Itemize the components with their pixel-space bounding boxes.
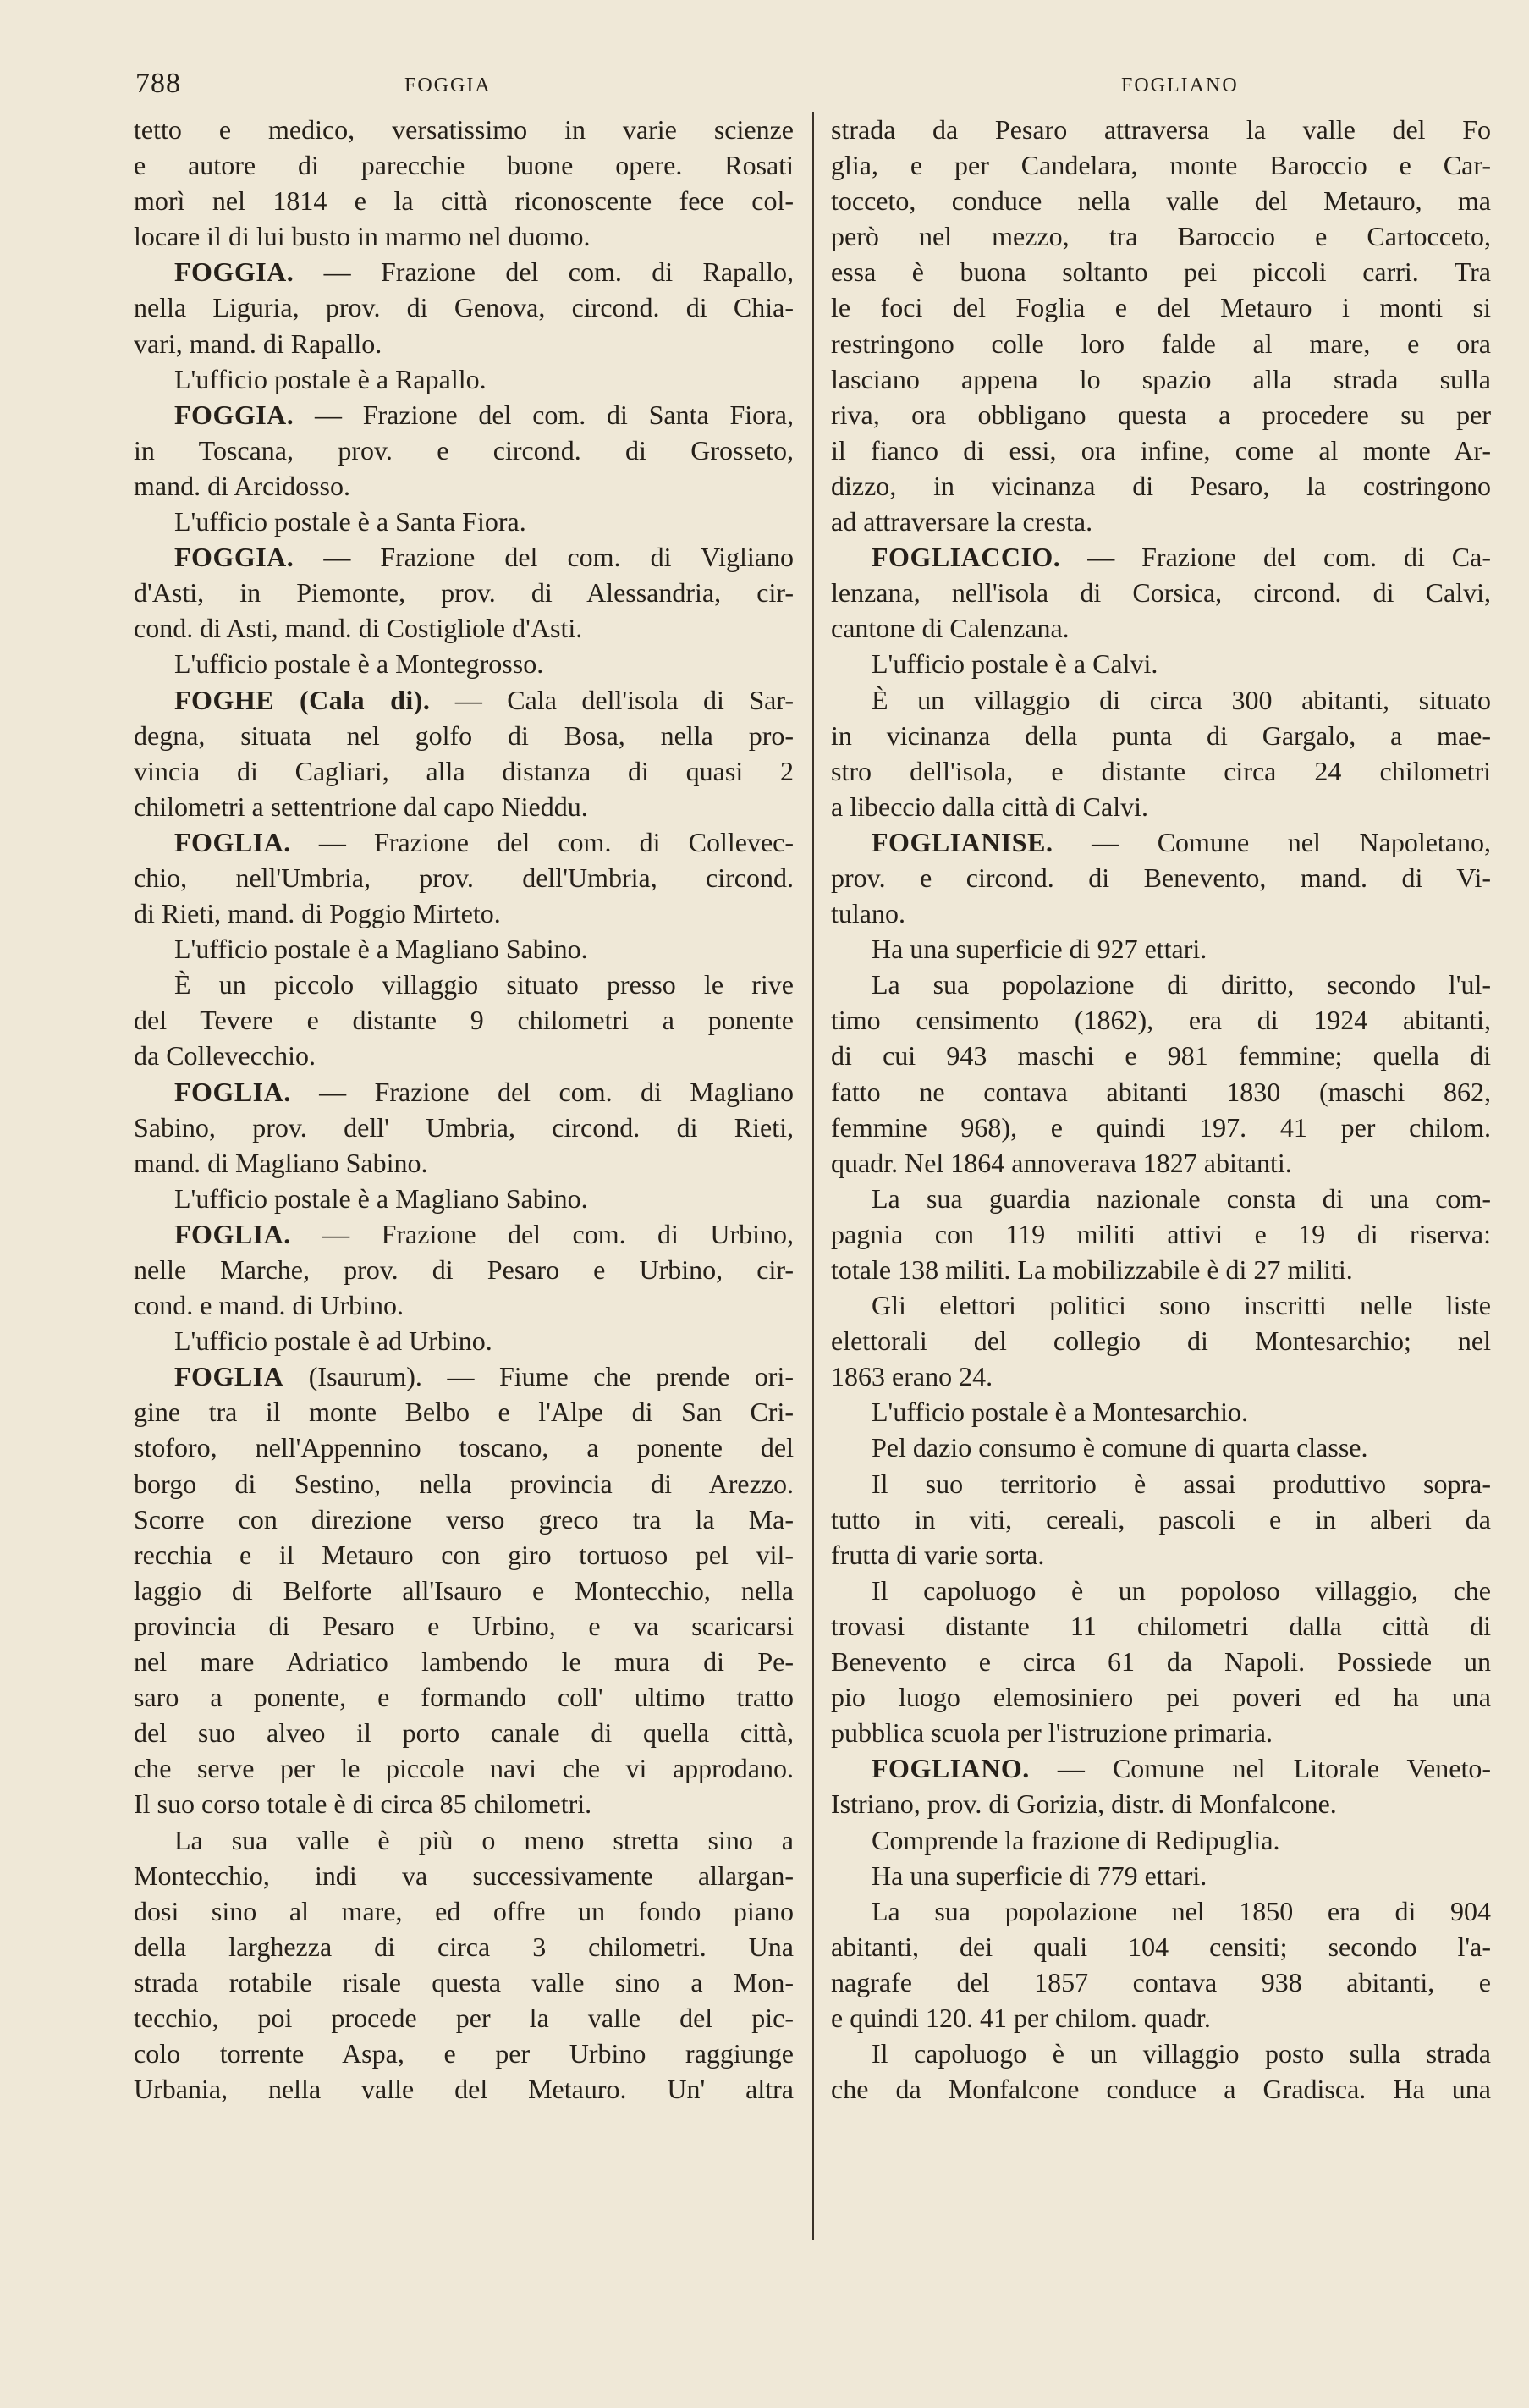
line-text: mand. di Arcidosso. xyxy=(134,470,350,501)
line-text: — Cala dell'isola di Sar- xyxy=(430,684,794,715)
text-line xyxy=(134,1216,794,1252)
line-text: — Frazione del com. di Collevec- xyxy=(290,826,794,857)
text-line xyxy=(831,1287,1491,1323)
text-line xyxy=(831,1110,1491,1145)
text-line xyxy=(134,1145,794,1181)
line-text: L'ufficio postale è a Montegrosso. xyxy=(174,648,544,680)
text-line xyxy=(831,1715,1491,1750)
line-text: strada da Pesaro attraversa la valle del Fo xyxy=(831,114,1491,145)
line-text: Il suo corso totale è di circa 85 chilometri. xyxy=(134,1788,592,1820)
text-line xyxy=(134,646,794,681)
text-line xyxy=(831,931,1491,967)
line-text: timo censimento (1862), era di 1924 abitanti, xyxy=(831,1005,1491,1036)
text-line xyxy=(134,1750,794,1786)
line-text: Gli elettori politici sono inscritti nelle liste xyxy=(872,1290,1491,1321)
text-line xyxy=(831,433,1491,468)
line-text: La sua valle è più o meno stretta sino a xyxy=(174,1824,794,1855)
text-line xyxy=(134,1608,794,1644)
text-line xyxy=(134,397,794,433)
line-text: mand. di Magliano Sabino. xyxy=(134,1147,428,1178)
line-text: Pel dazio consumo è comune di quarta classe. xyxy=(872,1432,1368,1463)
text-line xyxy=(831,326,1491,361)
line-text: frutta di varie sorta. xyxy=(831,1539,1045,1570)
text-line xyxy=(134,789,794,824)
line-text: Il capoluogo è un popoloso villaggio, che xyxy=(872,1574,1491,1606)
line-text: provincia di Pesaro e Urbino, e va scaricarsi xyxy=(134,1610,794,1641)
text-line xyxy=(134,1466,794,1502)
text-line xyxy=(831,610,1491,646)
text-line xyxy=(134,433,794,468)
line-text: stro dell'isola, e distante circa 24 chilometri xyxy=(831,755,1491,786)
line-text: recchia e il Metauro con giro tortuoso pel vil- xyxy=(134,1539,794,1570)
text-line xyxy=(831,361,1491,397)
line-text: lasciano appena lo spazio alla strada sulla xyxy=(831,363,1491,394)
text-line xyxy=(831,1145,1491,1181)
line-text: prov. e circond. di Benevento, mand. di Vi- xyxy=(831,862,1491,893)
text-line xyxy=(831,147,1491,183)
text-line xyxy=(831,1074,1491,1110)
text-line xyxy=(831,1786,1491,1821)
text-line xyxy=(134,1252,794,1287)
text-line xyxy=(134,1822,794,1858)
entry-headword: FOGHE (Cala di). xyxy=(174,684,431,715)
text-line xyxy=(134,931,794,967)
text-line xyxy=(134,1893,794,1929)
entry-headword: FOGGIA. xyxy=(174,256,294,288)
line-text: La sua popolazione nel 1850 era di 904 xyxy=(872,1895,1491,1926)
entry-headword: FOGLIANISE. xyxy=(872,826,1053,857)
line-text: L'ufficio postale è a Magliano Sabino. xyxy=(174,1182,588,1214)
text-line xyxy=(831,397,1491,433)
line-text: restringono colle loro falde al mare, e ora xyxy=(831,328,1491,359)
text-line xyxy=(134,218,794,254)
text-line xyxy=(134,504,794,539)
line-text: essa è buona soltanto pei piccoli carri. Tra xyxy=(831,256,1491,288)
line-text: nagrafe del 1857 contava 938 abitanti, e xyxy=(831,1966,1491,1997)
text-line xyxy=(134,183,794,218)
line-text: 1863 erano 24. xyxy=(831,1361,993,1392)
line-text: elettorali del collegio di Montesarchio; nel xyxy=(831,1325,1491,1357)
line-text: riva, ora obbligano questa a procedere su per xyxy=(831,399,1491,430)
line-text: cantone di Calenzana. xyxy=(831,613,1070,644)
text-line xyxy=(134,1679,794,1715)
line-text: nella Liguria, prov. di Genova, circond. di Chia- xyxy=(134,292,794,323)
line-text: in Toscana, prov. e circond. di Grosseto, xyxy=(134,434,794,466)
line-text: Montecchio, indi va successivamente allargan- xyxy=(134,1860,794,1891)
running-head-left: FOGGIA xyxy=(404,74,492,96)
line-text: degna, situata nel golfo di Bosa, nella pro- xyxy=(134,719,794,751)
line-text: a libeccio dalla città di Calvi. xyxy=(831,791,1148,822)
line-text: L'ufficio postale è ad Urbino. xyxy=(174,1325,492,1357)
text-line xyxy=(134,1394,794,1430)
text-line xyxy=(134,967,794,1002)
line-text: La sua popolazione di diritto, secondo l'ul- xyxy=(872,969,1491,1000)
text-line xyxy=(831,860,1491,895)
text-line xyxy=(831,1608,1491,1644)
text-line xyxy=(134,1430,794,1465)
line-text: trovasi distante 11 chilometri dalla città di xyxy=(831,1610,1491,1641)
right-column xyxy=(831,112,1491,2107)
text-line xyxy=(134,468,794,504)
text-line xyxy=(134,895,794,931)
line-text: tutto in viti, cereali, pascoli e in alberi da xyxy=(831,1503,1491,1535)
line-text: Sabino, prov. dell' Umbria, circond. di Rieti, xyxy=(134,1111,794,1143)
line-text: colo torrente Aspa, e per Urbino raggiunge xyxy=(134,2038,794,2069)
line-text: il fianco di essi, ora infine, come al monte Ar- xyxy=(831,434,1491,466)
text-line xyxy=(831,1181,1491,1216)
line-text: strada rotabile risale questa valle sino a Mon- xyxy=(134,1966,794,1997)
text-line xyxy=(831,1964,1491,2000)
line-text: Il suo territorio è assai produttivo sopra- xyxy=(872,1468,1491,1499)
line-text: — Frazione del com. di Magliano xyxy=(290,1076,794,1107)
line-text: Ha una superficie di 927 ettari. xyxy=(872,934,1207,965)
line-text: cond. e mand. di Urbino. xyxy=(134,1290,404,1321)
text-line xyxy=(134,1786,794,1821)
line-text: pagnia con 119 militi attivi e 19 di riserva: xyxy=(831,1218,1491,1249)
text-line xyxy=(831,1929,1491,1964)
text-line xyxy=(831,1502,1491,1537)
line-text: La sua guardia nazionale consta di una com- xyxy=(872,1182,1491,1214)
line-text: tulano. xyxy=(831,898,905,929)
text-line xyxy=(134,860,794,895)
text-line xyxy=(134,718,794,753)
text-line xyxy=(831,1394,1491,1430)
text-line xyxy=(134,1502,794,1537)
line-text: — Frazione del com. di Vigliano xyxy=(294,542,794,573)
line-text: dosi sino al mare, ed offre un fondo piano xyxy=(134,1895,794,1926)
text-line xyxy=(831,1038,1491,1073)
line-text: d'Asti, in Piemonte, prov. di Alessandria, cir- xyxy=(134,577,794,609)
text-line xyxy=(831,1430,1491,1465)
line-text: del suo alveo il porto canale di quella città, xyxy=(134,1717,794,1749)
text-line xyxy=(831,2000,1491,2036)
text-line xyxy=(134,1074,794,1110)
text-line xyxy=(831,753,1491,789)
line-text: — Frazione del com. di Ca- xyxy=(1060,542,1491,573)
line-text: ad attraversare la cresta. xyxy=(831,506,1093,537)
text-line xyxy=(831,1002,1491,1038)
line-text: Scorre con direzione verso greco tra la Ma- xyxy=(134,1503,794,1535)
text-line xyxy=(831,112,1491,147)
text-line xyxy=(831,1822,1491,1858)
text-line xyxy=(831,967,1491,1002)
text-line xyxy=(134,326,794,361)
line-text: È un villaggio di circa 300 abitanti, situato xyxy=(872,684,1491,715)
text-line xyxy=(831,1323,1491,1358)
line-text: Benevento e circa 61 da Napoli. Possiede un xyxy=(831,1646,1491,1678)
line-text: laggio di Belforte all'Isauro e Montecchio, nella xyxy=(134,1574,794,1606)
text-line xyxy=(134,1537,794,1573)
line-text: borgo di Sestino, nella provincia di Arezzo. xyxy=(134,1468,794,1499)
text-line xyxy=(831,218,1491,254)
text-line xyxy=(831,539,1491,575)
text-line xyxy=(831,289,1491,325)
text-line xyxy=(831,1573,1491,1608)
line-text: — Frazione del com. di Rapallo, xyxy=(294,256,794,288)
text-line xyxy=(831,183,1491,218)
line-text: chilometri a settentrione dal capo Nieddu. xyxy=(134,791,588,822)
text-line xyxy=(831,1252,1491,1287)
line-text: però nel mezzo, tra Baroccio e Cartocceto, xyxy=(831,221,1491,252)
text-line xyxy=(134,361,794,397)
text-line xyxy=(134,1110,794,1145)
text-line xyxy=(831,718,1491,753)
text-line xyxy=(134,682,794,718)
line-text: di Rieti, mand. di Poggio Mirteto. xyxy=(134,898,501,929)
line-text: cond. di Asti, mand. di Costigliole d'Asti. xyxy=(134,613,583,644)
line-text: tetto e medico, versatissimo in varie scienze xyxy=(134,114,794,145)
text-line xyxy=(134,1715,794,1750)
line-text: pubblica scuola per l'istruzione primaria. xyxy=(831,1717,1273,1749)
text-line xyxy=(134,539,794,575)
line-text: del Tevere e distante 9 chilometri a ponente xyxy=(134,1005,794,1036)
line-text: totale 138 militi. La mobilizzabile è di 27 militi. xyxy=(831,1254,1353,1285)
text-line xyxy=(831,789,1491,824)
text-line xyxy=(831,1644,1491,1679)
page-number: 788 xyxy=(135,68,181,99)
line-text: saro a ponente, e formando coll' ultimo tratto xyxy=(134,1682,794,1713)
text-line xyxy=(134,2071,794,2107)
text-line xyxy=(831,1893,1491,1929)
line-text: che da Monfalcone conduce a Gradisca. Ha una xyxy=(831,2074,1491,2105)
entry-headword: FOGLIANO. xyxy=(872,1753,1030,1784)
line-text: glia, e per Candelara, monte Baroccio e Car- xyxy=(831,150,1491,181)
line-text: stoforo, nell'Appennino toscano, a ponente del xyxy=(134,1432,794,1463)
line-text: locare il di lui busto in marmo nel duomo. xyxy=(134,221,591,252)
text-line xyxy=(134,1964,794,2000)
text-line xyxy=(134,112,794,147)
line-text: Ha una superficie di 779 ettari. xyxy=(872,1860,1207,1891)
line-text: femmine 968), e quindi 197. 41 per chilom. xyxy=(831,1111,1491,1143)
left-column xyxy=(134,112,794,2107)
line-text: L'ufficio postale è a Calvi. xyxy=(872,648,1158,680)
text-line xyxy=(831,254,1491,289)
line-text: e autore di parecchie buone opere. Rosati xyxy=(134,150,794,181)
line-text: nel mare Adriatico lambendo le mura di Pe- xyxy=(134,1646,794,1678)
text-line xyxy=(134,289,794,325)
line-text: tocceto, conduce nella valle del Metauro, ma xyxy=(831,185,1491,217)
entry-headword: FOGLIACCIO. xyxy=(872,542,1061,573)
line-text: È un piccolo villaggio situato presso le rive xyxy=(174,969,794,1000)
line-text: L'ufficio postale è a Magliano Sabino. xyxy=(174,934,588,965)
line-text: abitanti, dei quali 104 censiti; secondo l'a- xyxy=(831,1931,1491,1962)
line-text: tecchio, poi procede per la valle del pic- xyxy=(134,2002,794,2033)
line-text: vincia di Cagliari, alla distanza di quasi 2 xyxy=(134,755,794,786)
text-line xyxy=(134,2000,794,2036)
line-text: in vicinanza della punta di Gargalo, a mae- xyxy=(831,719,1491,751)
text-line xyxy=(831,1216,1491,1252)
text-line xyxy=(134,147,794,183)
entry-headword: FOGLIA xyxy=(174,1361,284,1392)
text-line xyxy=(831,824,1491,860)
line-text: della larghezza di circa 3 chilometri. Una xyxy=(134,1931,794,1962)
text-line xyxy=(134,1323,794,1358)
text-line xyxy=(831,468,1491,504)
line-text: nelle Marche, prov. di Pesaro e Urbino, cir- xyxy=(134,1254,794,1285)
text-line xyxy=(134,1644,794,1679)
text-line xyxy=(134,1929,794,1964)
text-line xyxy=(134,2036,794,2071)
entry-headword: FOGLIA. xyxy=(174,826,291,857)
entry-headword: FOGGIA. xyxy=(174,542,294,573)
text-line xyxy=(831,1537,1491,1573)
line-text: (Isaurum). — Fiume che prende ori- xyxy=(283,1361,794,1392)
line-text: fatto ne contava abitanti 1830 (maschi 862, xyxy=(831,1076,1491,1107)
line-text: da Collevecchio. xyxy=(134,1040,316,1072)
text-line xyxy=(831,1466,1491,1502)
entry-headword: FOGLIA. xyxy=(174,1218,291,1249)
text-line xyxy=(831,575,1491,610)
line-text: che serve per le piccole navi che vi approdano. xyxy=(134,1753,794,1784)
line-text: — Frazione del com. di Urbino, xyxy=(290,1218,794,1249)
text-line xyxy=(134,1573,794,1608)
line-text: Urbania, nella valle del Metauro. Un' altra xyxy=(134,2074,794,2105)
line-text: le foci del Foglia e del Metauro i monti si xyxy=(831,292,1491,323)
line-text: vari, mand. di Rapallo. xyxy=(134,328,382,359)
running-head-right: FOGLIANO xyxy=(1121,74,1239,96)
line-text: L'ufficio postale è a Montesarchio. xyxy=(872,1397,1249,1428)
page-header xyxy=(135,68,1394,105)
line-text: — Comune nel Napoletano, xyxy=(1053,826,1491,857)
column-divider xyxy=(812,112,814,2240)
text-line xyxy=(134,610,794,646)
line-text: gine tra il monte Belbo e l'Alpe di San Cri- xyxy=(134,1397,794,1428)
line-text: Il capoluogo è un villaggio posto sulla strada xyxy=(872,2038,1491,2069)
text-line xyxy=(831,2071,1491,2107)
line-text: — Comune nel Litorale Veneto- xyxy=(1029,1753,1491,1784)
text-line xyxy=(134,824,794,860)
text-line xyxy=(134,575,794,610)
line-text: di cui 943 maschi e 981 femmine; quella di xyxy=(831,1040,1491,1072)
line-text: lenzana, nell'isola di Corsica, circond. di Calvi, xyxy=(831,577,1491,609)
line-text: L'ufficio postale è a Santa Fiora. xyxy=(174,506,526,537)
line-text: morì nel 1814 e la città riconoscente fece col- xyxy=(134,185,794,217)
text-line xyxy=(134,1181,794,1216)
text-line xyxy=(831,646,1491,681)
line-text: Istriano, prov. di Gorizia, distr. di Monfalcone. xyxy=(831,1788,1337,1820)
line-text: quadr. Nel 1864 annoverava 1827 abitanti. xyxy=(831,1147,1292,1178)
text-line xyxy=(831,1358,1491,1394)
text-line xyxy=(134,1038,794,1073)
line-text: e quindi 120. 41 per chilom. quadr. xyxy=(831,2002,1211,2033)
text-line xyxy=(831,895,1491,931)
line-text: L'ufficio postale è a Rapallo. xyxy=(174,363,487,394)
line-text: pio luogo elemosiniero pei poveri ed ha una xyxy=(831,1682,1491,1713)
text-line xyxy=(134,1287,794,1323)
line-text: Comprende la frazione di Redipuglia. xyxy=(872,1824,1280,1855)
text-line xyxy=(134,1858,794,1893)
text-line xyxy=(831,1858,1491,1893)
text-line xyxy=(134,254,794,289)
line-text: — Frazione del com. di Santa Fiora, xyxy=(294,399,794,430)
text-line xyxy=(831,1679,1491,1715)
entry-headword: FOGLIA. xyxy=(174,1076,291,1107)
entry-headword: FOGGIA. xyxy=(174,399,294,430)
text-line xyxy=(134,1002,794,1038)
text-line xyxy=(134,753,794,789)
text-line xyxy=(134,1358,794,1394)
text-line xyxy=(831,682,1491,718)
line-text: dizzo, in vicinanza di Pesaro, la costringono xyxy=(831,470,1491,501)
text-line xyxy=(831,1750,1491,1786)
line-text: chio, nell'Umbria, prov. dell'Umbria, circond. xyxy=(134,862,794,893)
text-line xyxy=(831,2036,1491,2071)
text-line xyxy=(831,504,1491,539)
